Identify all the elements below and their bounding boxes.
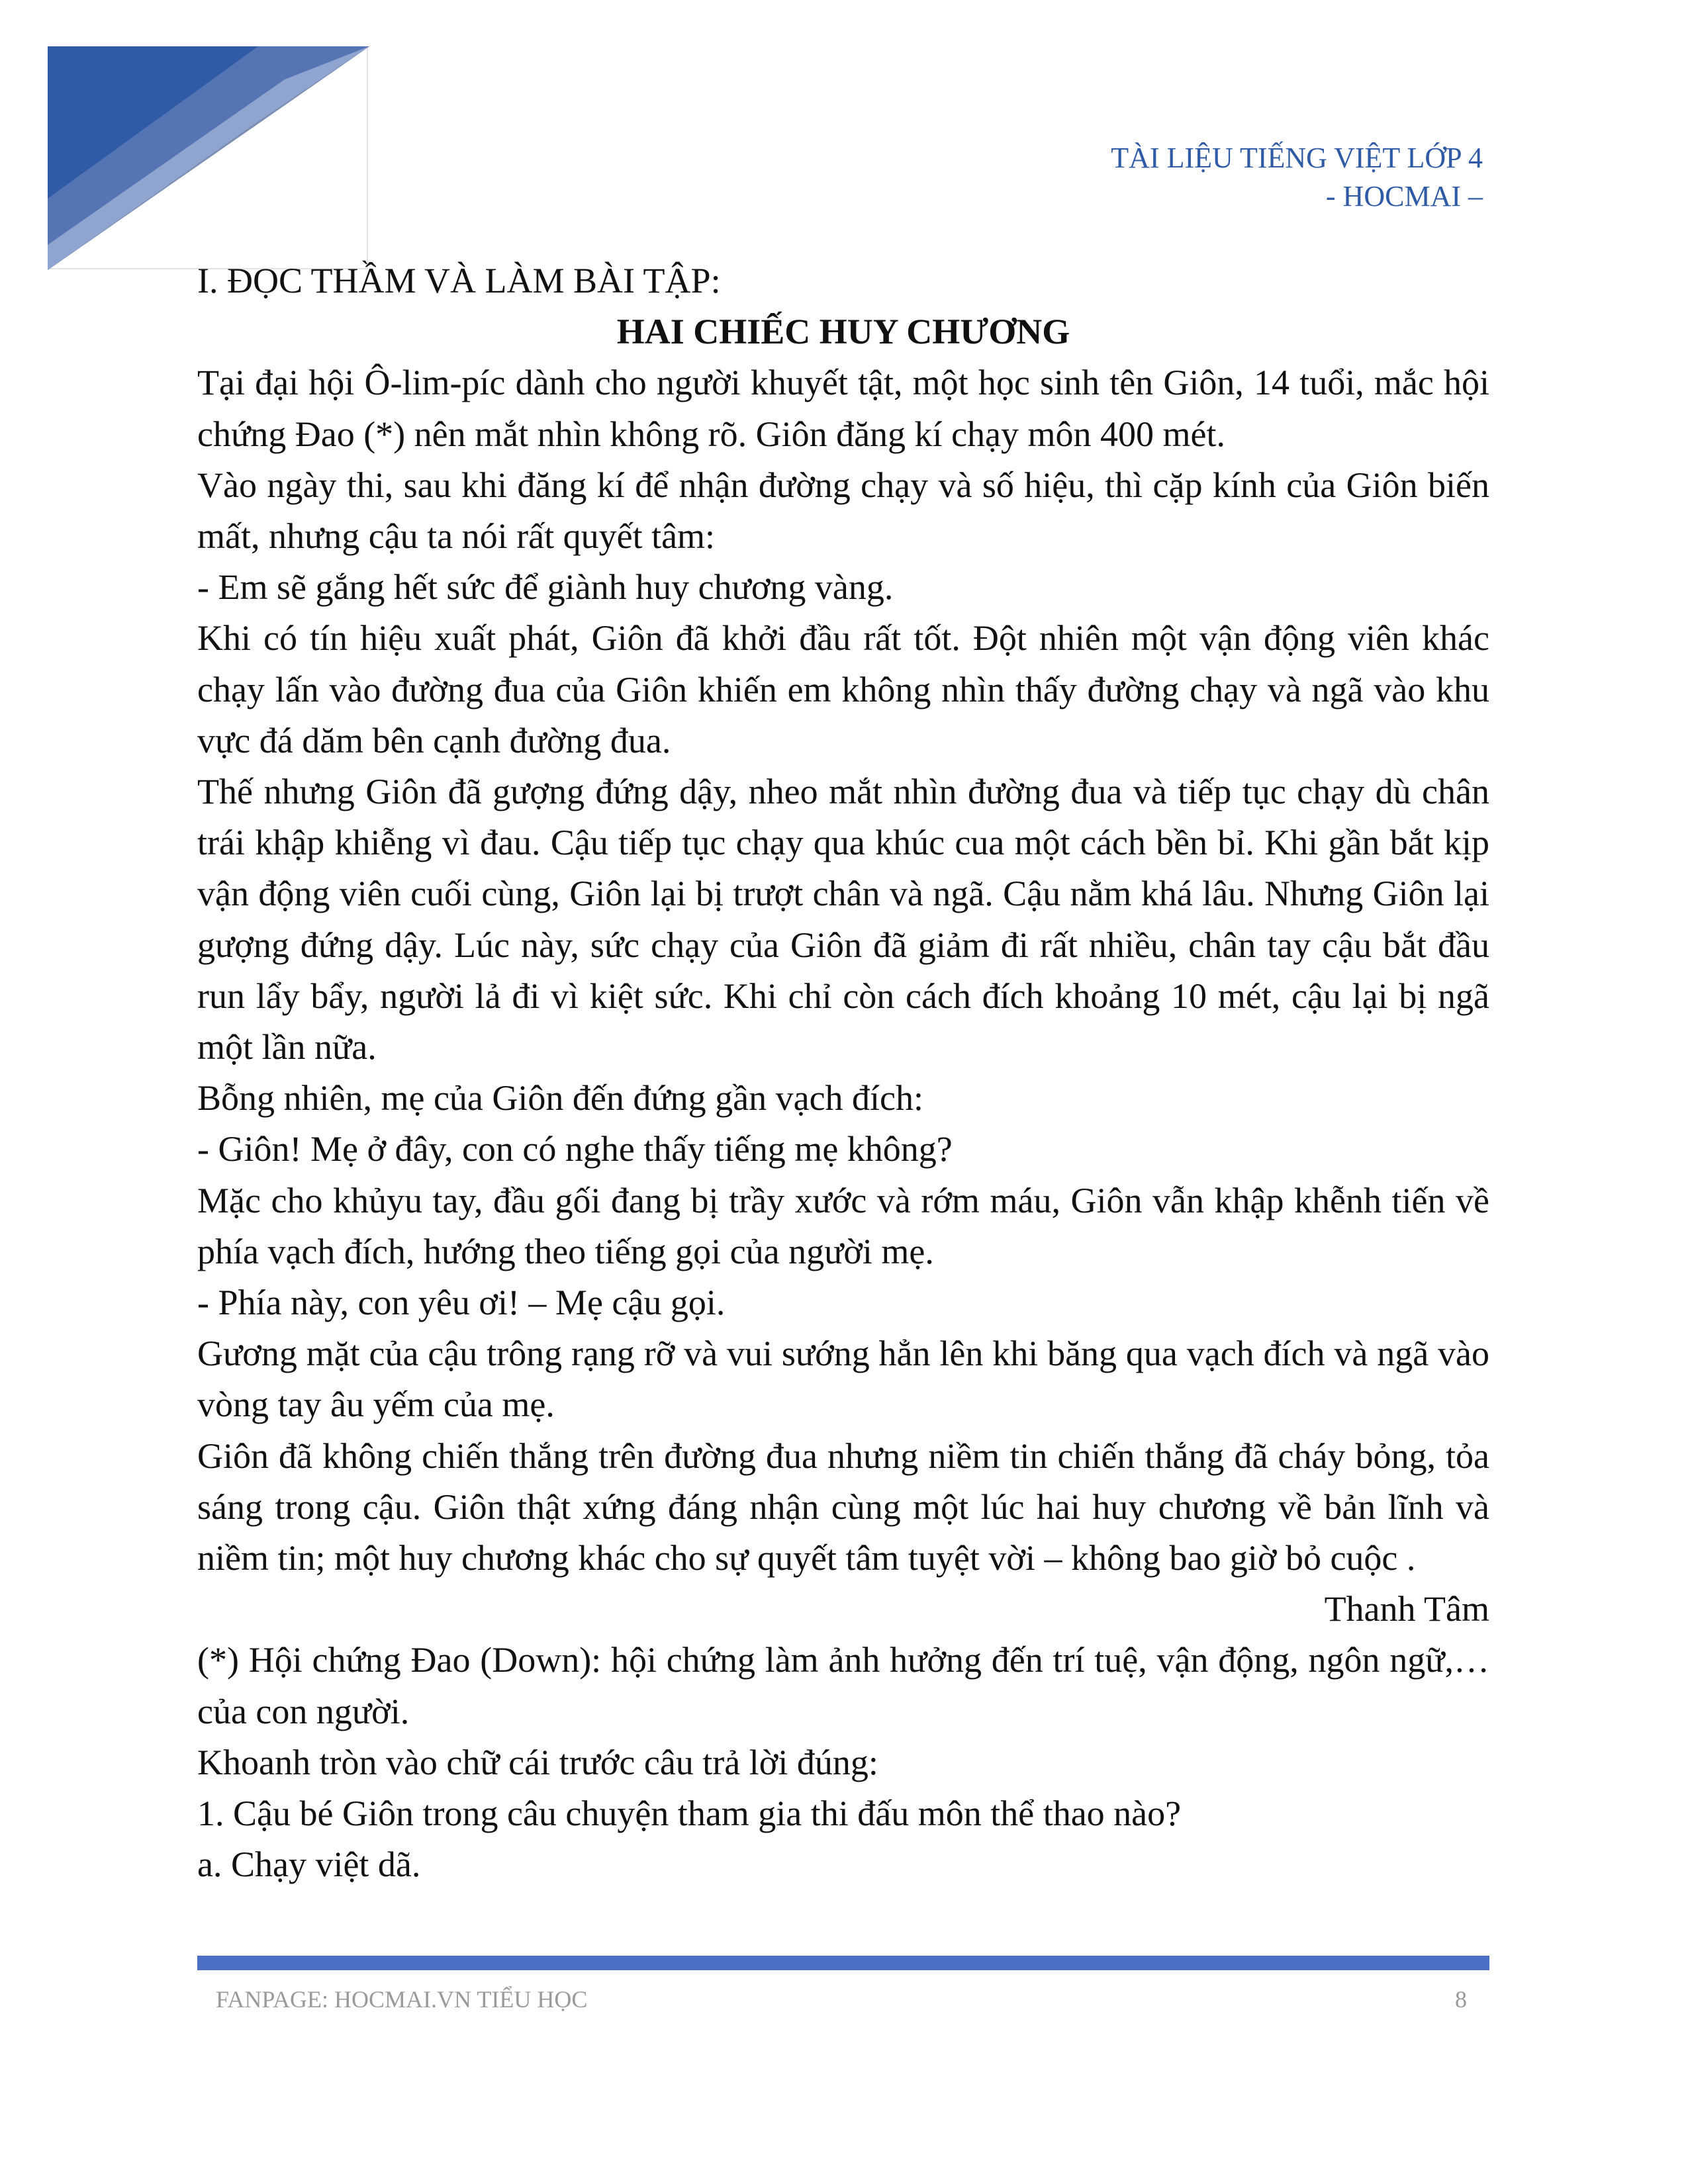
header-subtitle: - HOCMAI – xyxy=(1325,180,1483,212)
story-paragraph: - Giôn! Mẹ ở đây, con có nghe thấy tiếng mẹ không? xyxy=(197,1129,953,1169)
question-1: 1. Cậu bé Giôn trong câu chuyện tham gia thi đấu môn thể thao nào? xyxy=(197,1794,1182,1834)
story-paragraph: Giôn đã không chiến thắng trên đường đua nhưng niềm tin chiến thắng đã cháy bỏng, tỏa sáng trong cậu. Giôn thật xứng đáng nhận cùng một lúc hai huy chương về bản lĩnh và niềm tin; một huy chương khác cho sự quyết tâm tuyệt vời – không bao giờ bỏ cuộc . xyxy=(197,1435,1489,1578)
instruction: Khoanh tròn vào chữ cái trước câu trả lời đúng: xyxy=(197,1742,878,1782)
page-content xyxy=(197,255,1489,1891)
story-paragraph: - Phía này, con yêu ơi! – Mẹ cậu gọi. xyxy=(197,1283,726,1323)
page-footer xyxy=(216,1985,1474,2013)
story-paragraph: Thế nhưng Giôn đã gượng đứng dậy, nheo mắt nhìn đường đua và tiếp tục chạy dù chân trái khập khiễng vì đau. Cậu tiếp tục chạy qua khúc cua một cách bền bỉ. Khi gần bắt kịp vận động viên cuối cùng, Giôn lại bị trượt chân và ngã. Cậu nằm khá lâu. Nhưng Giôn lại gượng đứng dậy. Lúc này, sức chạy của Giôn đã giảm đi rất nhiều, chân tay cậu bắt đầu run lẩy bẩy, người lả đi vì kiệt sức. Khi chỉ còn cách đích khoảng 10 mét, cậu lại bị ngã một lần nữa. xyxy=(197,772,1489,1068)
story-paragraph: Mặc cho khủyu tay, đầu gối đang bị trầy xước và rớm máu, Giôn vẫn khập khễnh tiến về phía vạch đích, hướng theo tiếng gọi của người mẹ. xyxy=(197,1180,1489,1271)
story-paragraph: Vào ngày thi, sau khi đăng kí để nhận đường chạy và số hiệu, thì cặp kính của Giôn biến mất, nhưng cậu ta nói rất quyết tâm: xyxy=(197,465,1489,557)
story-paragraph: - Em sẽ gắng hết sức để giành huy chương vàng. xyxy=(197,567,894,608)
story-paragraph: Tại đại hội Ô-lim-píc dành cho người khuyết tật, một học sinh tên Giôn, 14 tuổi, mắc hội chứng Đao (*) nên mắt nhìn không rõ. Giôn đăng kí chạy môn 400 mét. xyxy=(197,363,1489,454)
footnote: (*) Hội chứng Đao (Down): hội chứng làm ảnh hưởng đến trí tuệ, vận động, ngôn ngữ,…của con người. xyxy=(197,1640,1489,1731)
section-heading: I. ĐỌC THẦM VÀ LÀM BÀI TẬP: xyxy=(197,261,721,300)
header-title: TÀI LIỆU TIẾNG VIỆT LỚP 4 xyxy=(1111,142,1483,174)
author: Thanh Tâm xyxy=(1324,1589,1489,1629)
corner-decoration xyxy=(0,0,397,278)
document-header xyxy=(1111,139,1483,216)
page-number: 8 xyxy=(1455,1986,1467,2013)
footer-fanpage: FANPAGE: HOCMAI.VN TIỂU HỌC xyxy=(216,1986,588,2013)
story-paragraph: Gương mặt của cậu trông rạng rỡ và vui sướng hẳn lên khi băng qua vạch đích và ngã vào vòng tay âu yếm của mẹ. xyxy=(197,1334,1489,1425)
story-title: HAI CHIẾC HUY CHƯƠNG xyxy=(616,312,1070,352)
story-paragraph: Khi có tín hiệu xuất phát, Giôn đã khởi đầu rất tốt. Đột nhiên một vận động viên khác chạy lấn vào đường đua của Giôn khiến em không nhìn thấy đường chạy và ngã vào khu vực đá dăm bên cạnh đường đua. xyxy=(197,618,1489,760)
answer-a: a. Chạy việt dã. xyxy=(197,1844,421,1885)
footer-rule xyxy=(197,1956,1489,1970)
story-paragraph: Bỗng nhiên, mẹ của Giôn đến đứng gần vạch đích: xyxy=(197,1078,924,1118)
